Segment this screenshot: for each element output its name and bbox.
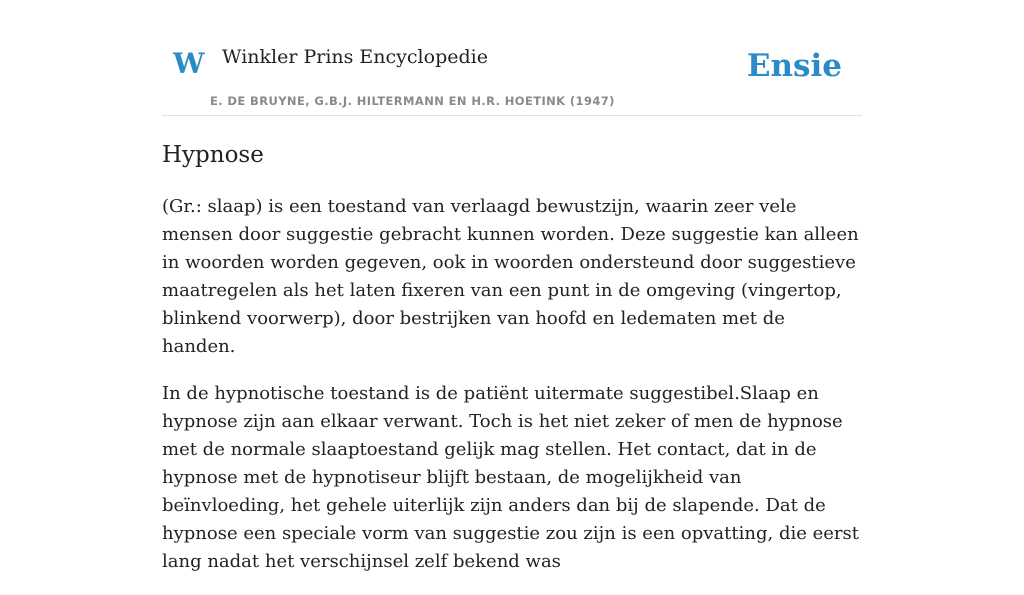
- source-logo-icon[interactable]: W: [173, 47, 205, 80]
- content-container: [162, 0, 862, 595]
- ensie-logo-link[interactable]: Ensie: [746, 48, 842, 84]
- article-title: Hypnose: [162, 142, 264, 168]
- source-header: [162, 0, 862, 116]
- source-title[interactable]: Winkler Prins Encyclopedie: [222, 46, 488, 68]
- article-paragraph: In de hypnotische toestand is de patiënt uitermate suggestibel.Slaap en hypnose zijn aan elkaar verwant. Toch is het niet zeker of men de hypnose met de normale slaaptoestand gelijk mag stellen. Het contact, dat in de hypnose met de hypnotiseur blijft bestaan, de mogelijkheid van beïnvloeding, het gehele uiterlijk zijn anders dan bij de slapende. Dat de hypnose een speciale vorm van suggestie zou zijn is een opvatting, die eerst lang nadat het verschijnsel zelf bekend was: [162, 382, 859, 572]
- source-authors: E. DE BRUYNE, G.B.J. HILTERMANN EN H.R. HOETINK (1947): [210, 94, 615, 108]
- article-paragraph: (Gr.: slaap) is een toestand van verlaagd bewustzijn, waarin zeer vele mensen door suggestie gebracht kunnen worden. Deze suggestie kan alleen in woorden worden gegeven, ook in woorden ondersteund door suggestieve maatregelen als het laten fixeren van een punt in de omgeving (vingertop, blinkend voorwerp), door bestrijken van hoofd en ledematen met de handen.: [162, 195, 859, 357]
- article-body: [162, 193, 862, 576]
